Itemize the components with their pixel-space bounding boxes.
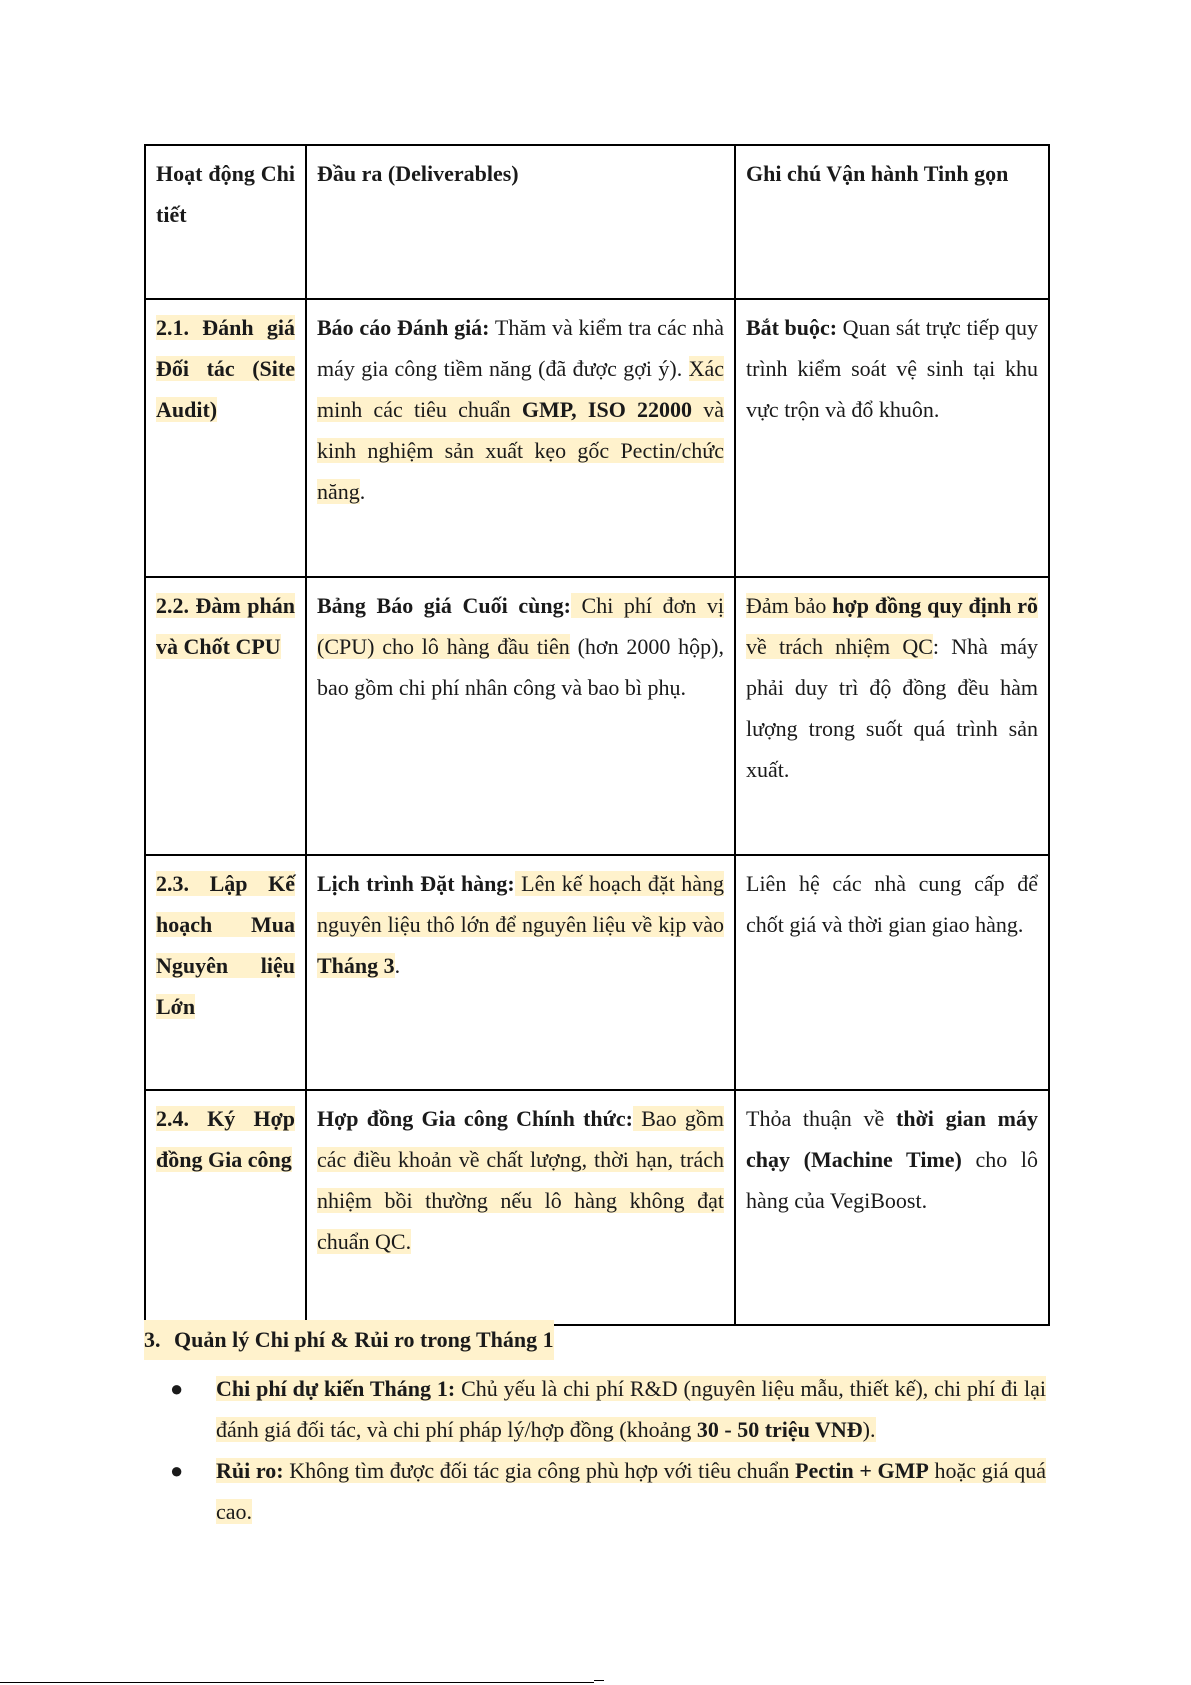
note-cell: Thỏa thuận về thời gian máy chạy (Machine Time) cho lô hàng của VegiBoost. — [735, 1090, 1049, 1325]
list-item: ● Rủi ro: Không tìm được đối tác gia công phù hợp với tiêu chuẩn Pectin + GMP hoặc giá quá cao. — [170, 1450, 1046, 1532]
section-heading — [144, 1320, 554, 1360]
table-row — [145, 855, 1049, 1090]
footnote-divider — [0, 1682, 594, 1683]
section-number: 3. — [144, 1327, 161, 1352]
table-header-row — [145, 145, 1049, 299]
section-title: Quản lý Chi phí & Rủi ro trong Tháng 1 — [174, 1327, 554, 1352]
note-cell: Liên hệ các nhà cung cấp để chốt giá và thời gian giao hàng. — [735, 855, 1049, 1090]
deliverable-cell: Bảng Báo giá Cuối cùng: Chi phí đơn vị (CPU) cho lô hàng đầu tiên (hơn 2000 hộp), bao gồm chi phí nhân công và bao bì phụ. — [306, 577, 735, 855]
note-cell: Bắt buộc: Quan sát trực tiếp quy trình kiểm soát vệ sinh tại khu vực trộn và đổ khuôn. — [735, 299, 1049, 577]
bullet-icon: ● — [170, 1458, 184, 1483]
note-cell: Đảm bảo hợp đồng quy định rõ về trách nhiệm QC: Nhà máy phải duy trì độ đồng đều hàm lượng trong suốt quá trình sản xuất. — [735, 577, 1049, 855]
activity-cell: 2.1. Đánh giá Đối tác (Site Audit) — [145, 299, 306, 577]
header-activity: Hoạt động Chi tiết — [145, 145, 306, 299]
activity-cell: 2.2. Đàm phán và Chốt CPU — [145, 577, 306, 855]
list-item: ● Chi phí dự kiến Tháng 1: Chủ yếu là chi phí R&D (nguyên liệu mẫu, thiết kế), chi phí đi lại đánh giá đối tác, và chi phí pháp lý/hợp đồng (khoảng 30 - 50 triệu VNĐ). — [170, 1368, 1046, 1450]
header-deliverables: Đầu ra (Deliverables) — [306, 145, 735, 299]
bullet-icon: ● — [170, 1376, 184, 1401]
header-notes: Ghi chú Vận hành Tinh gọn — [735, 145, 1049, 299]
table-row — [145, 1090, 1049, 1325]
table-row — [145, 577, 1049, 855]
deliverable-cell: Hợp đồng Gia công Chính thức: Bao gồm các điều khoản về chất lượng, thời hạn, trách nhiệm bồi thường nếu lô hàng không đạt chuẩn QC. — [306, 1090, 735, 1325]
table-row — [145, 299, 1049, 577]
activity-cell: 2.4. Ký Hợp đồng Gia công — [145, 1090, 306, 1325]
deliverable-cell: Lịch trình Đặt hàng: Lên kế hoạch đặt hàng nguyên liệu thô lớn để nguyên liệu về kịp vào Tháng 3. — [306, 855, 735, 1090]
activity-table — [144, 144, 1050, 1326]
footnote-mark — [594, 1680, 604, 1681]
activity-cell: 2.3. Lập Kế hoạch Mua Nguyên liệu Lớn — [145, 855, 306, 1090]
deliverable-cell: Báo cáo Đánh giá: Thăm và kiểm tra các nhà máy gia công tiềm năng (đã được gợi ý). Xác minh các tiêu chuẩn GMP, ISO 22000 và kinh nghiệm sản xuất kẹo gốc Pectin/chức năng. — [306, 299, 735, 577]
bullet-list — [170, 1368, 1046, 1532]
